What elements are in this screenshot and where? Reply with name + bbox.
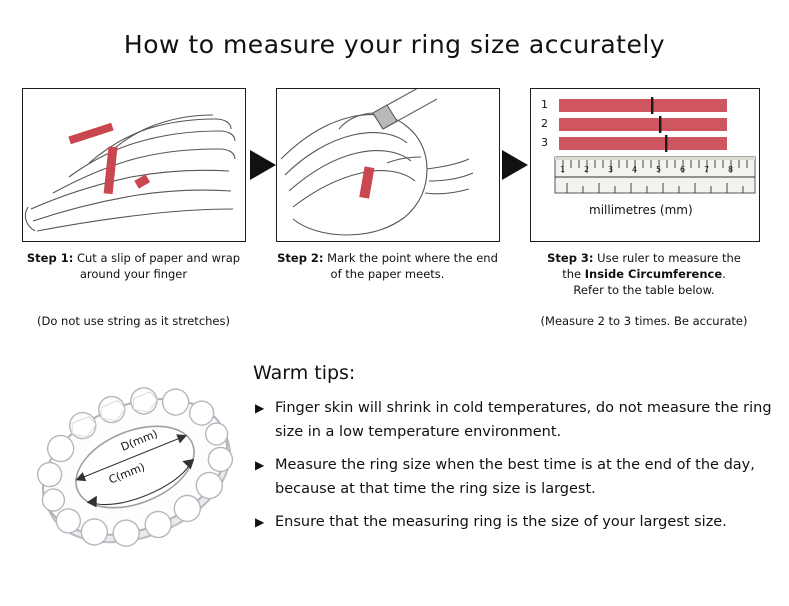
step2-illustration [276,88,500,242]
steps-section [22,88,767,338]
bullet-icon: ▶ [255,401,265,415]
step1-note: (Do not use string as it stretches) [37,314,230,328]
tip-item-3 [253,510,773,534]
paper-strips [559,97,727,152]
step2-text: Mark the point where the end of the paper meets. [323,251,498,281]
bullet-icon: ▶ [255,515,265,529]
page-title: How to measure your ring size accurately [123,30,666,59]
tip-item-1 [253,396,773,444]
step3-caption [524,250,764,298]
ruler-tick-1: 1 [560,165,566,174]
ruler-tick-4: 4 [632,165,638,174]
step1-label: Step 1: [26,251,74,265]
step3-label: Step 3: [547,251,594,265]
ring-circumference-label: C(mm) [106,460,147,487]
ring-diameter-label: D(mm) [118,427,160,454]
step1-illustration [22,88,246,242]
tip-item-2 [253,453,773,501]
ruler [555,157,755,193]
step3-illustration [530,88,760,242]
step3-inside-circumference: Inside Circumference [584,267,723,281]
tip-item-3-text: Ensure that the measuring ring is the size of your largest size. [275,514,727,530]
tip-item-2-text: Measure the ring size when the best time is at the end of the day, because at that time the ring size is largest. [275,457,755,497]
arrow-step2-to-step3 [502,150,528,180]
step2-caption [270,250,505,282]
strip-number-1: 1 [541,98,548,111]
ring-illustration [18,352,253,582]
hand-marking-paper-drawing [277,89,499,241]
strip-number-2: 2 [541,117,548,130]
step3-text-line2-pre: the [562,267,585,281]
ruler-unit-label: millimetres (mm) [589,203,693,217]
ruler-tick-6: 6 [680,165,686,174]
step3-text-line3: Refer to the table below. [573,283,715,297]
ruler-tick-2: 2 [584,165,590,174]
strip-number-3: 3 [541,136,548,149]
warm-tips-section [253,362,773,543]
step3-text-line2-post: . [722,267,726,281]
step3-text-line1: Use ruler to measure the [593,251,741,265]
ruler-and-paper-strips-drawing [531,89,759,241]
ruler-tick-5: 5 [656,165,662,174]
ruler-tick-7: 7 [704,165,710,174]
step1-text: Cut a slip of paper and wrap around your finger [73,251,241,281]
hand-with-paper-strip-drawing [23,89,245,241]
ruler-tick-3: 3 [608,165,614,174]
tip-item-1-text: Finger skin will shrink in cold temperatures, do not measure the ring size in a low temperature environment. [275,400,772,440]
step1-caption [16,250,251,282]
step2-label: Step 2: [277,251,324,265]
step3-note: (Measure 2 to 3 times. Be accurate) [540,314,748,328]
ruler-tick-8: 8 [728,165,734,174]
warm-tips-heading: Warm tips: [253,362,356,384]
bullet-icon: ▶ [255,458,265,472]
arrow-step1-to-step2 [250,150,276,180]
